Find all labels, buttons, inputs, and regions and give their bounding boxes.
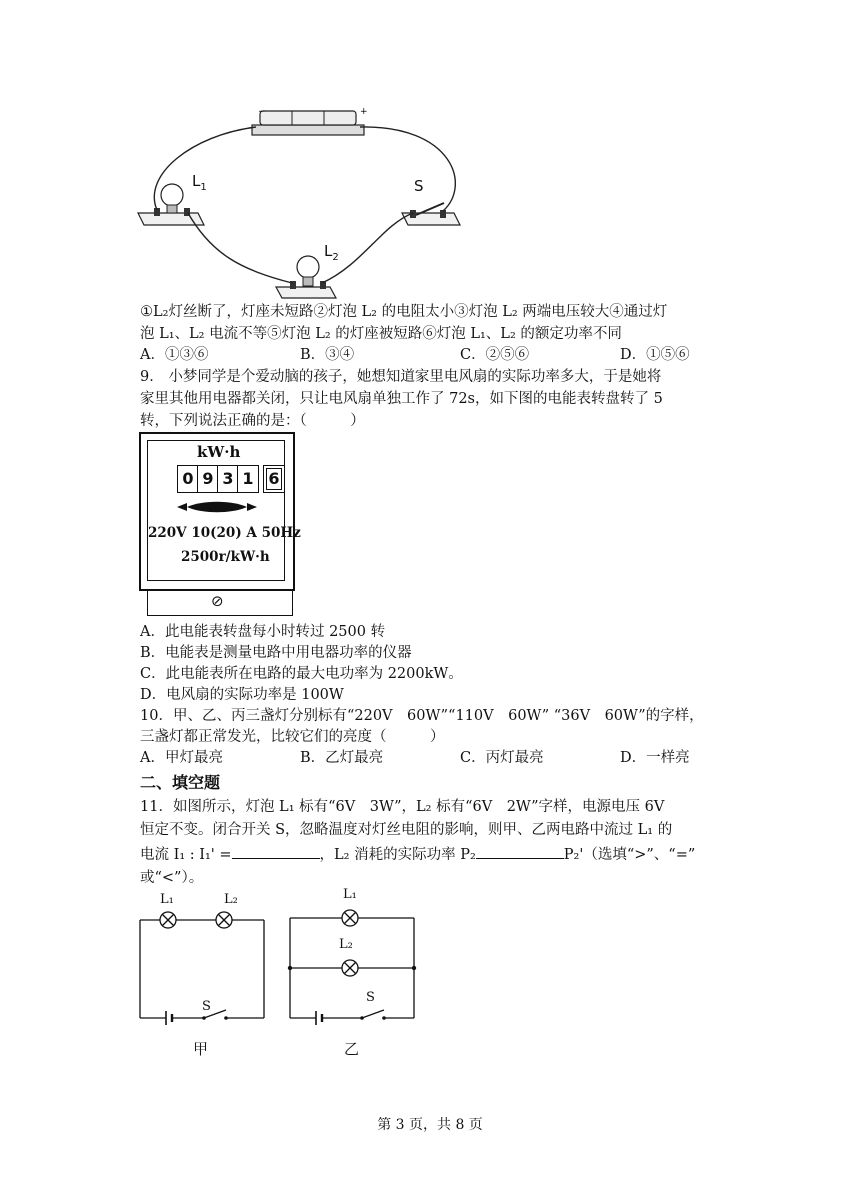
meter-digits [177,465,297,493]
q10-line2: 三盏灯都正常发光，比较它们的亮度（ ） [140,729,445,745]
q11-line4: 或“<”）。 [140,870,204,886]
q9-line1: 9． 小梦同学是个爱动脑的孩子，她想知道家里电风扇的实际功率多大，于是她将 [140,369,662,385]
label-l1 [192,172,207,193]
q10-option-b[interactable]: B．乙灯最亮 [300,750,384,766]
q10-option-d[interactable]: D．一样亮 [620,750,690,766]
jia-label-l1: L₁ [160,892,174,907]
q10-line1: 10．甲、乙、丙三盏灯分别标有“220V 60W”“110V 60W” “36V 60W”的字样， [140,708,704,724]
meter-unit: kW·h [197,443,241,461]
q8-option-c[interactable]: C．②⑤⑥ [460,347,530,363]
circuit-jia [130,888,275,1063]
q11-blank-2[interactable] [476,844,564,859]
q8-options [140,345,740,365]
q9-line3: 转，下列说法正确的是：（ ） [140,413,365,429]
meter-digit-3: 3 [217,465,238,493]
q8-option-b[interactable]: B．③④ [300,347,355,363]
yi-label-l2: L₂ [339,937,353,952]
jia-label-s: S [202,999,211,1014]
yi-caption: 乙 [344,1040,360,1058]
q9-option-b[interactable]: B．电能表是测量电路中用电器功率的仪器 [140,645,412,661]
q8-statement-line2: 泡 L₁、L₂ 电流不等⑤灯泡 L₂ 的灯座被短路⑥灯泡 L₁、L₂ 的额定功率不同 [140,326,622,342]
q9-option-c[interactable]: C．此电能表所在电路的最大电功率为 2200kW。 [140,666,463,682]
q9-option-d[interactable]: D．电风扇的实际功率是 100W [140,687,344,703]
q10-option-c[interactable]: C．丙灯最亮 [460,750,544,766]
meter-digit-5: 6 [263,465,285,493]
q11-line3-a: 电流 I₁ : I₁' = [140,847,232,863]
label-l2-sub: 2 [332,252,339,263]
svg-text:−: − [258,107,266,117]
meter-digit-2: 9 [197,465,218,493]
q11-line3-b: ，L₂ 消耗的实际功率 P₂ [319,847,476,863]
circuit-photo-figure [132,105,462,305]
yi-label-l1: L₁ [343,887,357,902]
page-footer: 第 3 页，共 8 页 [377,1117,483,1133]
jia-label-l2: L₂ [224,892,238,907]
q8-option-a[interactable]: A．①③⑥ [140,347,209,363]
jia-caption: 甲 [193,1040,209,1058]
energy-meter [139,432,301,622]
q11-blank-1[interactable] [232,844,320,859]
label-s: S [414,177,424,195]
battery-holder [252,107,368,135]
label-l1-sub: 1 [200,182,207,193]
q11-line1: 11．如图所示，灯泡 L₁ 标有“6V 3W”，L₂ 标有“6V 2W”字样，电源电压 6V [140,799,665,815]
q10-options [140,748,740,768]
label-l2 [324,242,339,263]
q9-option-a[interactable]: A．此电能表转盘每小时转过 2500 转 [140,624,386,640]
meter-digit-4: 1 [237,465,259,493]
q11-line2: 恒定不变。闭合开关 S，忽略温度对灯丝电阻的影响，则甲、乙两电路中流过 L₁ 的 [140,822,673,838]
label-l2-text: L [324,242,333,260]
label-l1-text: L [192,172,201,190]
q11-line3 [140,844,695,865]
section-title: 二、填空题 [140,773,221,792]
q10-option-a[interactable]: A．甲灯最亮 [140,750,223,766]
q8-option-d[interactable]: D．①⑤⑥ [620,347,690,363]
q9-line2: 家里其他用电器都关闭，只让电风扇单独工作了 72s，如下图的电能表转盘转了 5 [140,391,663,407]
meter-digit-1: 0 [177,465,198,493]
meter-base-screw-icon: ⊘ [211,592,224,610]
meter-rotor-icon [177,500,257,514]
meter-rating: 220V 10(20) A 50Hz [148,525,301,541]
circuit-yi [280,888,425,1063]
yi-label-s: S [366,990,375,1005]
yi-switch-icon [362,1010,384,1018]
meter-revs: 2500r/kW·h [181,549,270,565]
svg-text:+: + [360,107,368,117]
q8-statement-line1: ①L₂灯丝断了，灯座未短路②灯泡 L₂ 的电阻太小③灯泡 L₂ 两端电压较大④通过灯 [140,304,668,320]
q11-line3-c: P₂'（选填“>”、“=” [563,847,696,863]
